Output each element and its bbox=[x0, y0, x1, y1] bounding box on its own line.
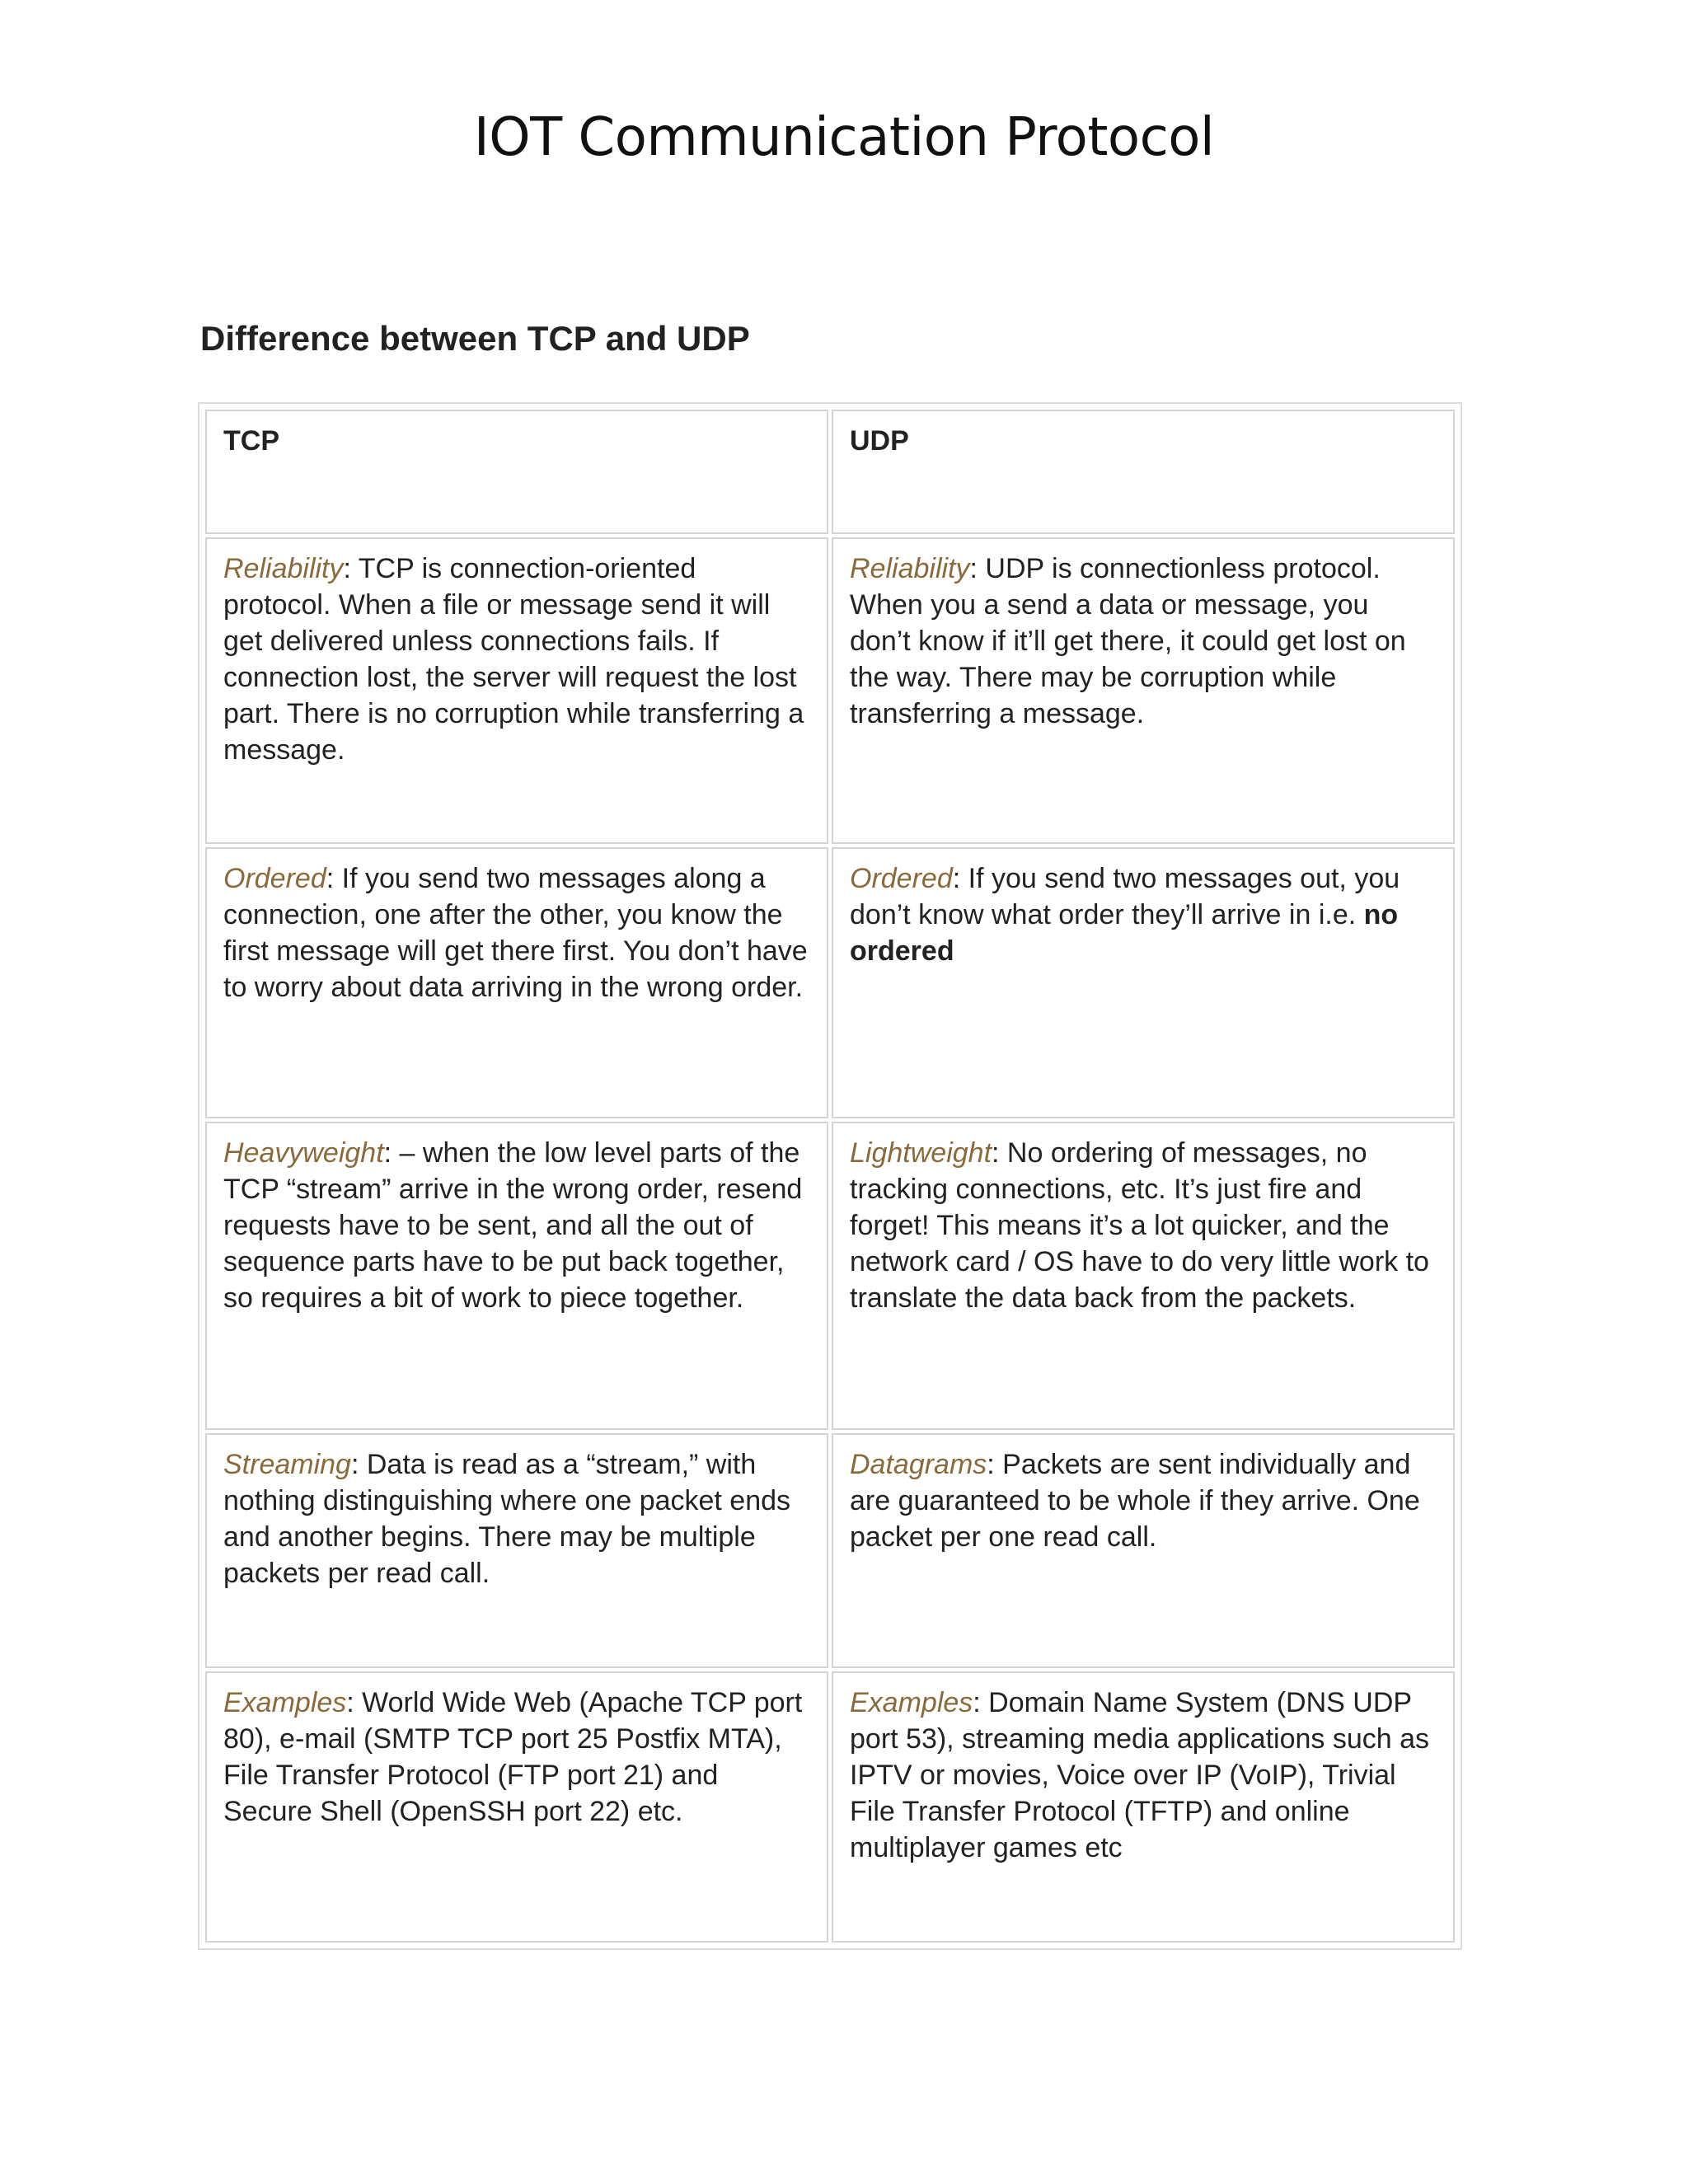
term-label: Examples bbox=[850, 1686, 973, 1718]
table-row-reliability bbox=[205, 537, 1455, 844]
cell-text: : Data is read as a “stream,” with nothing distinguishing where one packet ends and another begins. There may be multiple packets per read call. bbox=[223, 1448, 791, 1589]
document-title: IOT Communication Protocol bbox=[473, 107, 1215, 168]
cell-text: : If you send two messages out, you don’t know what order they’ll arrive in i.e. bbox=[850, 863, 1400, 931]
udp-ordered-cell bbox=[832, 847, 1455, 1118]
udp-lightweight-cell bbox=[832, 1122, 1455, 1430]
term-label: Heavyweight bbox=[223, 1137, 384, 1169]
section-heading: Difference between TCP and UDP bbox=[200, 319, 750, 358]
emphasis-text: no ordered bbox=[850, 899, 1399, 968]
term-label: Lightweight bbox=[850, 1137, 992, 1169]
header-cell-tcp: TCP bbox=[205, 410, 828, 534]
term-label: Reliability bbox=[850, 553, 970, 585]
cell-text: : – when the low level parts of the TCP “stream” arrive in the wrong order, resend requests have to be sent, and all the out of sequence parts have to be put back together, so requires a bit of work to piece together. bbox=[223, 1137, 803, 1315]
udp-datagrams-cell bbox=[832, 1433, 1455, 1668]
tcp-streaming-cell bbox=[205, 1433, 828, 1668]
udp-examples-cell bbox=[832, 1671, 1455, 1943]
term-label: Streaming bbox=[223, 1448, 351, 1480]
cell-text: : TCP is connection-oriented protocol. When a file or message send it will get delivered unless connections fails. If connection lost, the server will request the lost part. There is no corruption while transferring a message. bbox=[223, 553, 804, 766]
table-row-streaming bbox=[205, 1433, 1455, 1668]
header-cell-udp: UDP bbox=[832, 410, 1455, 534]
cell-text: : If you send two messages along a connection, one after the other, you know the first message will get there first. You don’t have to worry about data arriving in the wrong order. bbox=[223, 863, 808, 1004]
comparison-table-frame bbox=[198, 402, 1462, 1950]
cell-text: : Packets are sent individually and are guaranteed to be whole if they arrive. One packet per one read call. bbox=[850, 1448, 1420, 1553]
term-label: Reliability bbox=[223, 553, 344, 585]
tcp-reliability-cell bbox=[205, 537, 828, 844]
tcp-udp-comparison-table bbox=[202, 406, 1458, 1946]
tcp-ordered-cell bbox=[205, 847, 828, 1118]
table-row-ordered bbox=[205, 847, 1455, 1118]
cell-text: : Domain Name System (DNS UDP port 53), streaming media applications such as IPTV or movies, Voice over IP (VoIP), Trivial File Transfer Protocol (TFTP) and online multiplayer games etc bbox=[850, 1686, 1430, 1863]
term-label: Datagrams bbox=[850, 1448, 987, 1480]
table-header-row bbox=[205, 410, 1455, 534]
term-label: Ordered bbox=[850, 863, 953, 895]
table-row-weight bbox=[205, 1122, 1455, 1430]
table-row-examples bbox=[205, 1671, 1455, 1943]
term-label: Ordered bbox=[223, 863, 326, 895]
cell-text: : World Wide Web (Apache TCP port 80), e-mail (SMTP TCP port 25 Postfix MTA), File Transfer Protocol (FTP port 21) and Secure Shell (OpenSSH port 22) etc. bbox=[223, 1686, 803, 1827]
cell-text: : UDP is connectionless protocol. When you a send a data or message, you don’t know if it’ll get there, it could get lost on the way. There may be corruption while transferring a message. bbox=[850, 553, 1406, 730]
udp-reliability-cell bbox=[832, 537, 1455, 844]
cell-text: : No ordering of messages, no tracking connections, etc. It’s just fire and forget! This means it’s a lot quicker, and the network card / OS have to do very little work to translate the data back from the packets. bbox=[850, 1137, 1429, 1315]
tcp-examples-cell bbox=[205, 1671, 828, 1943]
term-label: Examples bbox=[223, 1686, 347, 1718]
tcp-heavyweight-cell bbox=[205, 1122, 828, 1430]
